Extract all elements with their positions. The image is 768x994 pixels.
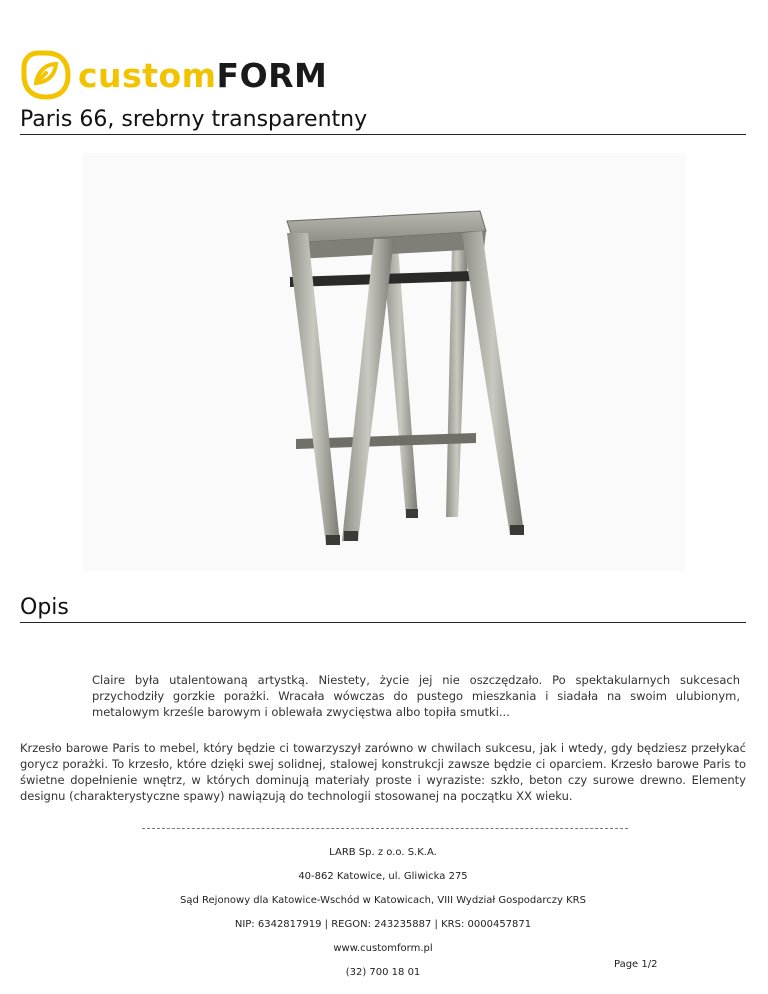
footer-divider xyxy=(142,828,628,829)
footer xyxy=(20,848,746,992)
footer-website[interactable]: www.customform.pl xyxy=(333,943,433,954)
footer-address: 40-862 Katowice, ul. Gliwicka 275 xyxy=(298,871,468,882)
product-title: Paris 66, srebrny transparentny xyxy=(20,108,746,135)
description-heading: Opis xyxy=(20,596,746,623)
product-image xyxy=(82,153,686,571)
page-number: Page 1/2 xyxy=(614,959,658,970)
footer-company: LARB Sp. z o.o. S.K.A. xyxy=(329,847,437,858)
logo-wordmark: customFORM xyxy=(78,55,328,95)
description-body: Krzesło barowe Paris to mebel, który będzie ci towarzyszył zarówno w chwilach sukcesu, jak i wtedy, gdy będziesz przełykać gorycz porażki. To krzesło, które dzięki swej solidnej, stalowej konstrukcji zawsze będzie ci oparciem. Krzesło barowe Paris to świetne dopełnienie wnętrz, w których dominują materiały proste i wyraziste: szkło, beton czy surowe drewno. Elementy designu (charakterystyczne spawy) nawiązują do technologii stosowanej na początku XX wieku. xyxy=(20,741,746,803)
description-lead: Claire była utalentowaną artystką. Niestety, życie jej nie oszczędzało. Po spektakularnych sukcesach przychodziły gorzkie porażki. Wracała wówczas do pustego mieszkania i siadała na swoim ulubionym, metalowym krześle barowym i oblewała zwycięstwa albo topiła smutki... xyxy=(92,673,740,719)
footer-court: Sąd Rejonowy dla Katowice-Wschód w Katowicach, VIII Wydział Gospodarczy KRS xyxy=(180,895,586,906)
footer-ids: NIP: 6342817919 | REGON: 243235887 | KRS: 0000457871 xyxy=(234,919,532,930)
leaf-logo-icon xyxy=(20,49,72,101)
footer-phone: (32) 700 18 01 xyxy=(345,967,421,978)
brand-logo xyxy=(20,47,327,103)
